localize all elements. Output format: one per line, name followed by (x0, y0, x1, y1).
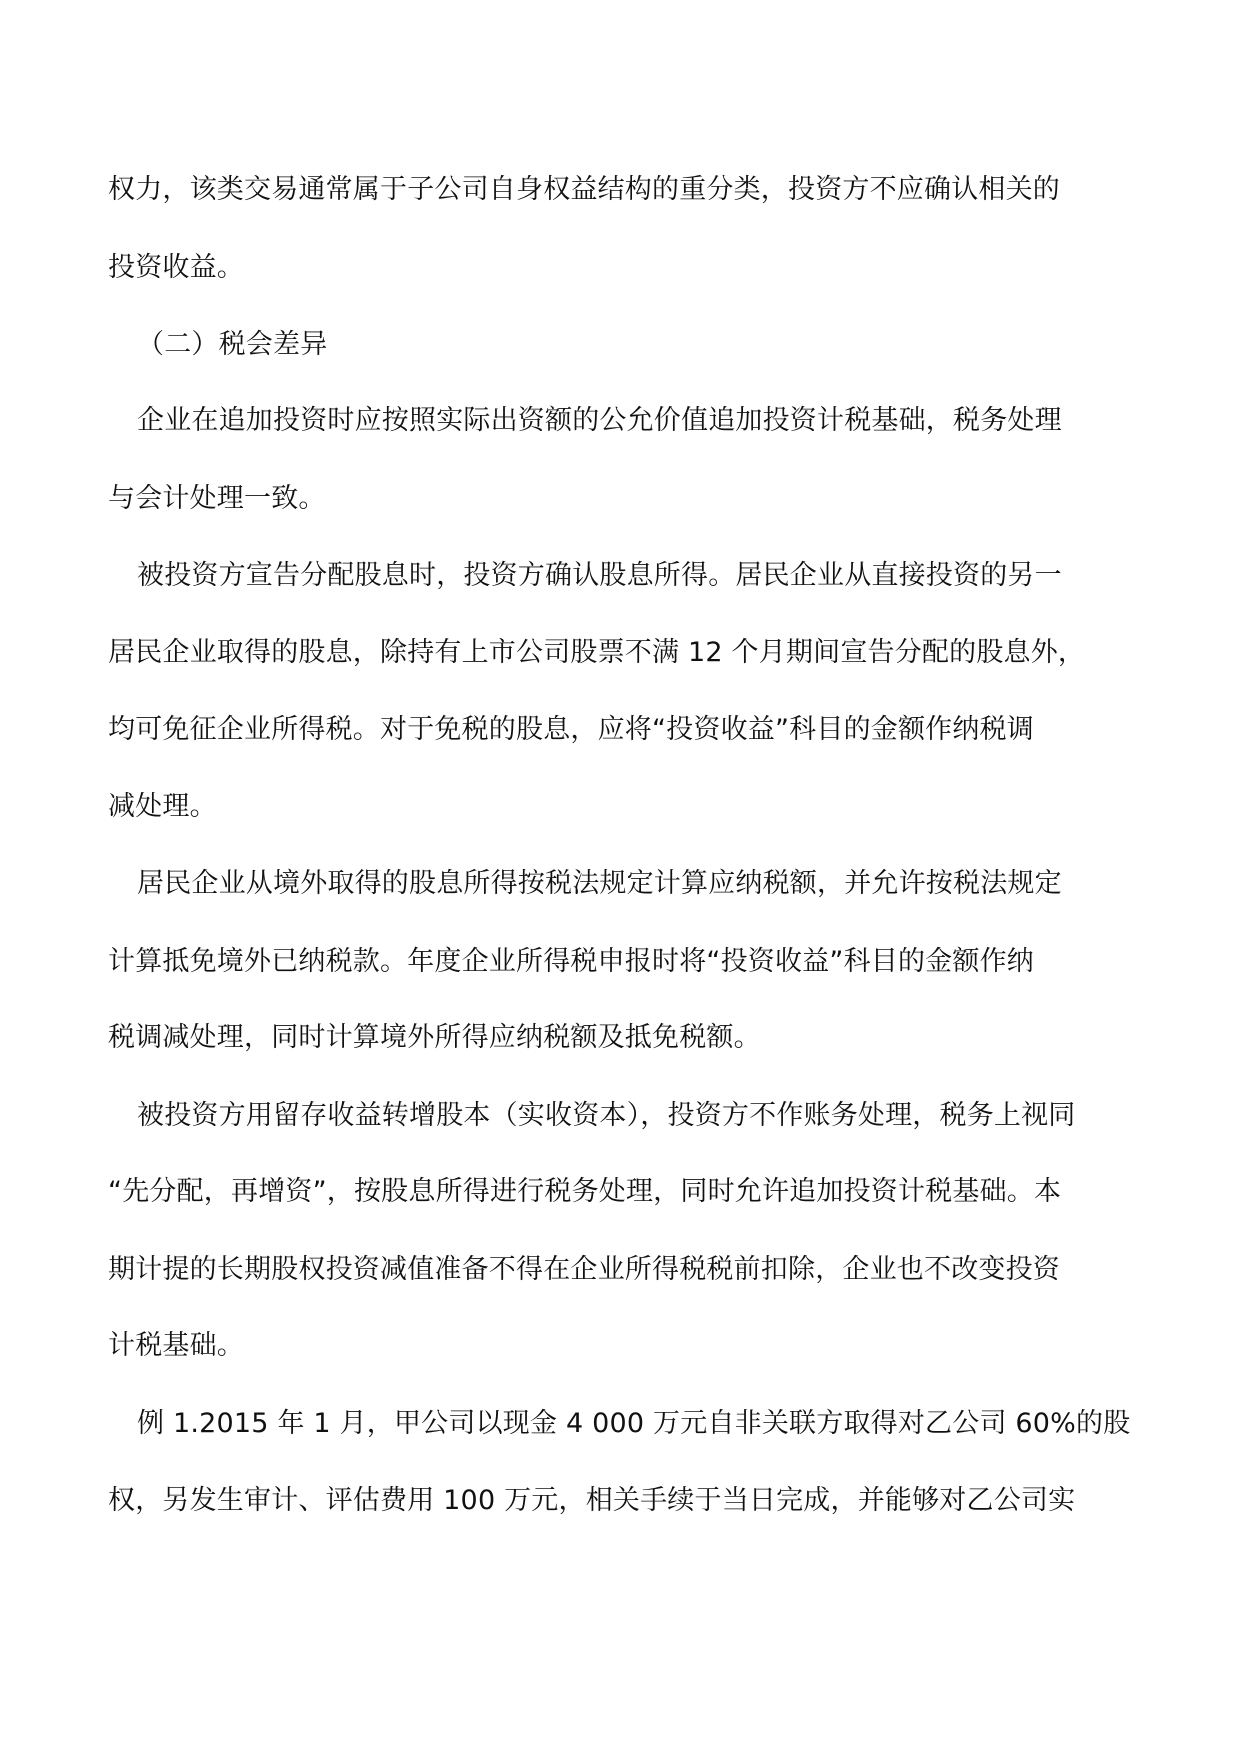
text-line: 税调减处理，同时计算境外所得应纳税额及抵免税额。 (108, 1022, 761, 1053)
text-line: 期计提的长期股权投资减值准备不得在企业所得税税前扣除，企业也不改变投资 (108, 1254, 1060, 1285)
text-line: 被投资方宣告分配股息时，投资方确认股息所得。居民企业从直接投资的另一 (137, 560, 1062, 591)
text-line: 投资收益。 (108, 252, 244, 283)
text-line: 权力，该类交易通常属于子公司自身权益结构的重分类，投资方不应确认相关的 (108, 174, 1060, 205)
text-line: 被投资方用留存收益转增股本（实收资本），投资方不作账务处理，税务上视同 (137, 1100, 1076, 1131)
text-line: 均可免征企业所得税。对于免税的股息，应将“投资收益”科目的金额作纳税调 (108, 714, 1034, 745)
text-line: 计算抵免境外已纳税款。年度企业所得税申报时将“投资收益”科目的金额作纳 (108, 946, 1034, 977)
text-line: 权，另发生审计、评估费用 100 万元，相关手续于当日完成，并能够对乙公司实 (108, 1485, 1076, 1516)
text-line: 例 1.2015 年 1 月，甲公司以现金 4 000 万元自非关联方取得对乙公司 60%的股 (137, 1408, 1131, 1439)
section-heading: （二）税会差异 (137, 329, 328, 360)
text-line: 计税基础。 (108, 1330, 244, 1361)
text-line: 居民企业取得的股息，除持有上市公司股票不满 12 个月期间宣告分配的股息外， (108, 637, 1086, 668)
text-line: 居民企业从境外取得的股息所得按税法规定计算应纳税额，并允许按税法规定 (137, 868, 1062, 899)
text-line: 企业在追加投资时应按照实际出资额的公允价值追加投资计税基础，税务处理 (137, 405, 1062, 436)
text-line: 与会计处理一致。 (108, 483, 326, 514)
text-line: 减处理。 (108, 791, 217, 822)
text-line: “先分配，再增资”，按股息所得进行税务处理，同时允许追加投资计税基础。本 (108, 1176, 1062, 1207)
